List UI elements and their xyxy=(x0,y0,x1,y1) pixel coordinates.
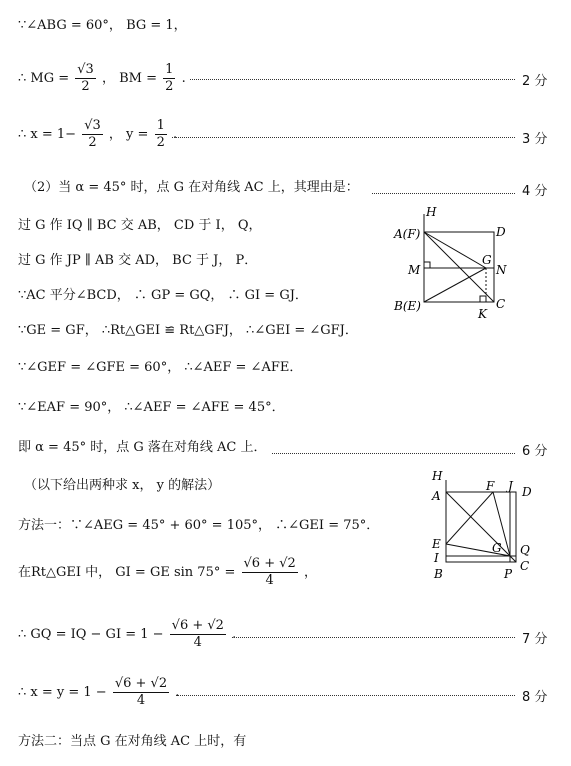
fig1-right-angle-k xyxy=(480,296,486,302)
fraction-gi xyxy=(242,556,298,589)
fig1-label-g: G xyxy=(482,253,492,267)
line-1: ∵∠ABG = 60°， BG = 1， xyxy=(18,18,187,33)
fig1-label-c: C xyxy=(496,297,506,311)
dotted-leader-6 xyxy=(272,453,515,454)
fraction-bm-den: 2 xyxy=(165,79,174,94)
line-17: 方法二：当点 G 在对角线 AC 上时，有 xyxy=(18,734,247,749)
fraction-mg-den: 2 xyxy=(81,79,90,94)
fig2-label-i: I xyxy=(434,551,439,565)
fraction-gi-den: 4 xyxy=(265,573,274,588)
fraction-y-num: 1 xyxy=(156,118,165,133)
fig2-label-e: E xyxy=(432,537,441,551)
line-9: ∵∠GEF = ∠GFE = 60°， ∴∠AEF = ∠AFE． xyxy=(18,360,303,375)
fig1-label-d: D xyxy=(496,225,506,239)
line-3-pre: ∴ x = 1− xyxy=(18,126,77,142)
fig2-label-h: H xyxy=(432,469,443,483)
line-13: 方法一：∵∠AEG = 45° + 60° = 105°， ∴∠GEI = 75°． xyxy=(18,518,380,533)
line-14-end: ， xyxy=(303,564,317,580)
line-10: ∵∠EAF = 90°， ∴∠AEF = ∠AFE = 45°． xyxy=(18,400,285,415)
line-2-mid: ， BM = xyxy=(101,70,157,86)
line-16 xyxy=(18,676,179,709)
fraction-mg xyxy=(75,62,96,95)
dotted-leader-3 xyxy=(172,137,515,138)
line-16-pre: ∴ x = y = 1 − xyxy=(18,684,107,700)
fraction-gq-den: 4 xyxy=(193,635,202,650)
fig2-label-b: B xyxy=(434,567,443,581)
score-6: 6 分 xyxy=(522,444,548,459)
fraction-gi-num: √6 + √2 xyxy=(243,556,296,571)
fig2-label-a: A xyxy=(432,489,441,503)
dotted-leader-4 xyxy=(372,193,515,194)
fig1-label-k: K xyxy=(478,307,487,321)
fig1-label-h: H xyxy=(426,205,437,219)
line-7: ∵AC 平分∠BCD， ∴ GP = GQ， ∴ GI = GJ． xyxy=(18,288,308,303)
line-3 xyxy=(18,118,177,151)
fig2-diagonal xyxy=(446,492,516,562)
score-8: 8 分 xyxy=(522,690,548,705)
line-15 xyxy=(18,618,236,651)
fig1-label-be: B(E) xyxy=(394,299,421,313)
line-5: 过 G 作 IQ ∥ BC 交 AB， CD 于 I， Q， xyxy=(18,218,262,233)
fig2-label-f: F xyxy=(486,479,495,493)
fig2-label-j: J xyxy=(508,479,513,493)
dotted-leader-8 xyxy=(176,695,515,696)
figure-1 xyxy=(388,202,528,324)
fig1-label-af: A(F) xyxy=(394,227,421,241)
fig1-right-angle-m xyxy=(424,262,430,268)
line-2 xyxy=(18,62,186,95)
fig2-label-p: P xyxy=(504,567,513,581)
line-3-mid: ， y = xyxy=(108,126,149,142)
line-12: （以下给出两种求 x， y 的解法） xyxy=(24,478,221,493)
line-6: 过 G 作 JP ∥ AB 交 AD， BC 于 J， P． xyxy=(18,253,258,268)
line-16-end: . xyxy=(175,684,180,700)
line-15-end: . xyxy=(232,626,237,642)
line-2-end: . xyxy=(181,70,186,86)
fraction-xy-den: 4 xyxy=(136,693,146,708)
line-11: 即 α = 45° 时，点 G 落在对角线 AC 上． xyxy=(18,440,267,455)
fig2-label-g: G xyxy=(492,541,502,555)
fraction-y-den: 2 xyxy=(156,135,165,150)
line-15-pre: ∴ GQ = IQ − GI = 1 − xyxy=(18,626,164,642)
dotted-leader-7 xyxy=(232,637,515,638)
fraction-xy xyxy=(113,676,169,709)
fraction-x-den: 2 xyxy=(88,135,97,150)
fraction-xy-num: √6 + √2 xyxy=(114,676,168,691)
score-7: 7 分 xyxy=(522,632,548,647)
dotted-leader-2 xyxy=(190,79,515,80)
fraction-gq-num: √6 + √2 xyxy=(171,618,224,633)
fraction-mg-num: √3 xyxy=(77,62,94,77)
fraction-x xyxy=(82,118,103,151)
line-14-pre: 在Rt△GEI 中， GI = GE sin 75° = xyxy=(18,564,236,580)
fig2-label-q: Q xyxy=(520,543,530,557)
fig1-label-m: M xyxy=(408,263,421,277)
fig2-label-d: D xyxy=(522,485,532,499)
fraction-bm xyxy=(163,62,175,95)
figure-2 xyxy=(430,466,540,588)
fig2-label-c: C xyxy=(520,559,530,573)
score-2: 2 分 xyxy=(522,74,548,89)
fig2-ef xyxy=(446,492,493,544)
fraction-bm-num: 1 xyxy=(165,62,174,77)
fraction-x-num: √3 xyxy=(84,118,101,133)
score-3: 3 分 xyxy=(522,132,548,147)
line-14 xyxy=(18,556,317,589)
fraction-gq xyxy=(170,618,226,651)
fraction-y xyxy=(155,118,167,151)
fig1-label-n: N xyxy=(496,263,507,277)
line-3-end: . xyxy=(172,126,178,142)
score-4: 4 分 xyxy=(522,184,548,199)
line-8: ∵GE = GF， ∴Rt△GEI ≌ Rt△GFJ， ∴∠GEI = ∠GFJ． xyxy=(18,323,358,338)
line-4: （2）当 α = 45° 时，点 G 在对角线 AC 上，其理由是： xyxy=(24,180,359,195)
line-2-pre: ∴ MG = xyxy=(18,70,70,86)
